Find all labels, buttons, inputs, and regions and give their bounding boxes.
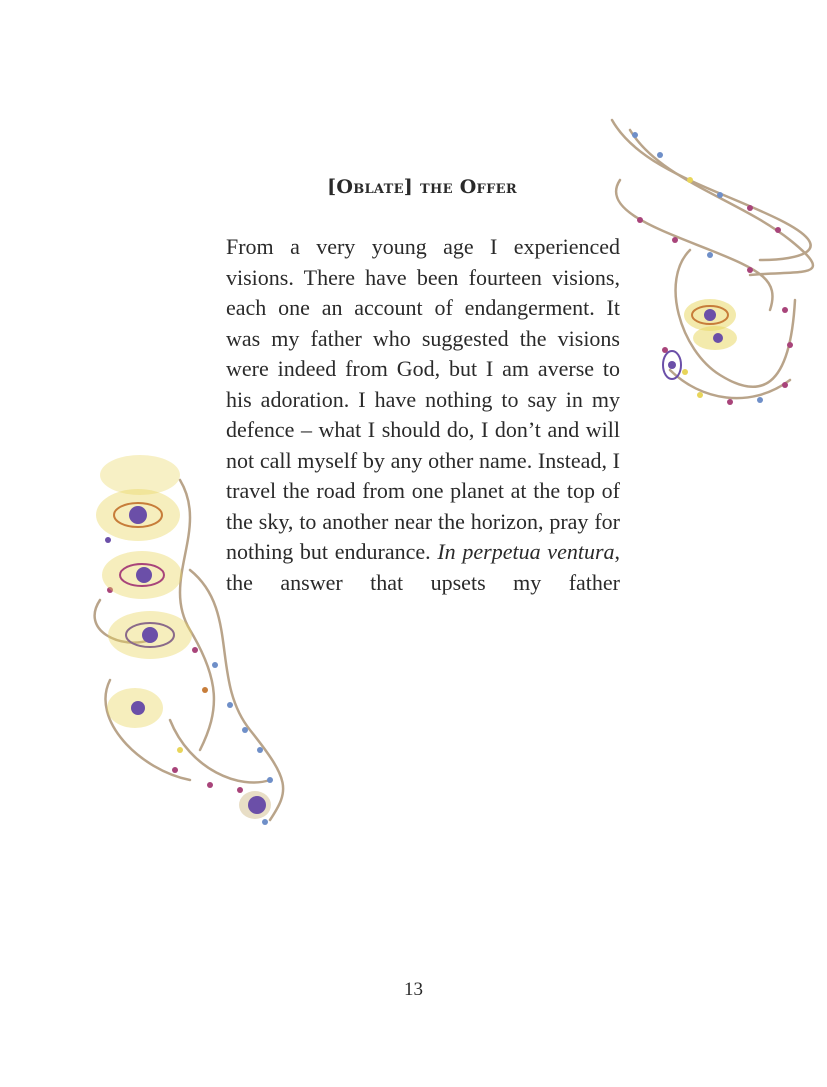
body-paragraph <box>226 232 620 598</box>
title-bracketed-word: [Oblate] <box>327 176 414 198</box>
paragraph-tail: , the answer that upsets my father <box>226 539 621 595</box>
title-subtitle: the Offer <box>420 176 517 198</box>
page-number: 13 <box>404 979 423 1000</box>
paragraph-text: From a very young age I experienced visions. There have been fourteen visions, each one an account of endangerment. It was my father who suggested the visions were indeed from God, but I am averse to his adoration. I have nothing to say in my defence – what I should do, I don’t and will not call myself by any other name. Instead, I travel the road from one planet at the top of the sky, to another near the horizon, pray for nothing but endurance. <box>226 234 620 564</box>
paragraph <box>226 232 620 598</box>
illustration-right <box>600 110 815 430</box>
chapter-title <box>226 176 618 198</box>
paragraph-italic: In perpetua ventura <box>437 539 615 564</box>
eye-drawing <box>663 299 737 379</box>
